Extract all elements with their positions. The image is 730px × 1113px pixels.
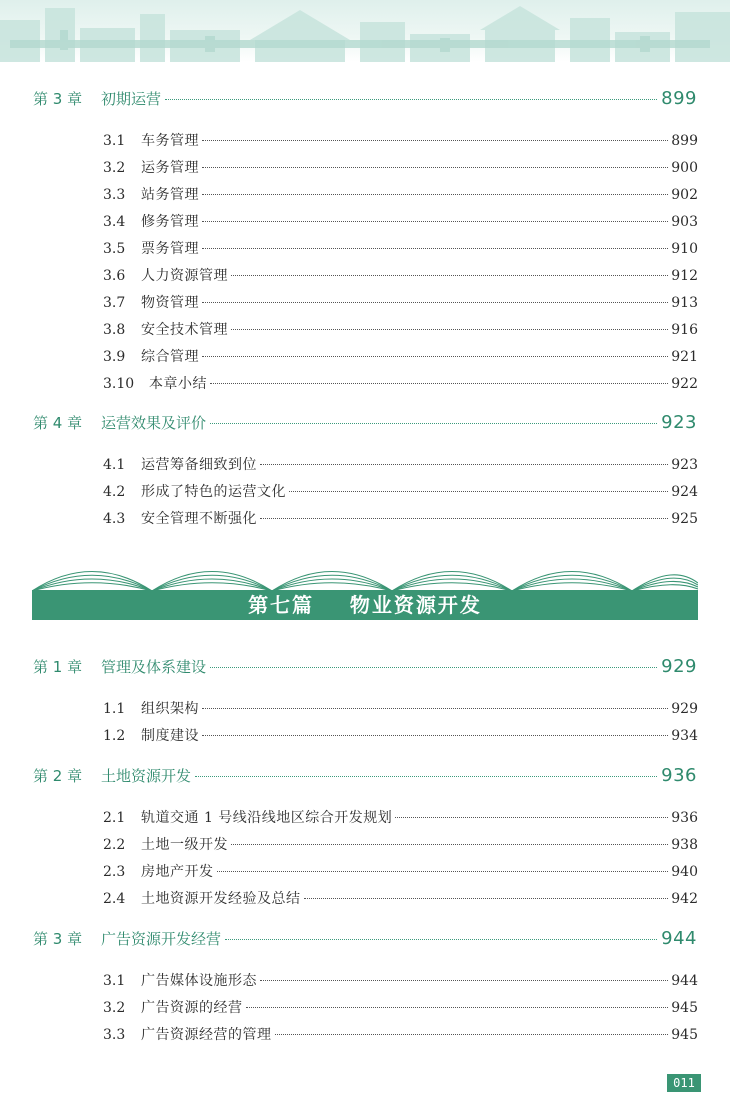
section-title: 制度建设 <box>141 728 199 744</box>
section-page-number: 922 <box>671 376 698 392</box>
section-number: 3.8 <box>103 322 126 338</box>
dot-leader <box>260 464 668 465</box>
section-page-number: 900 <box>671 160 698 176</box>
section-number: 3.3 <box>103 187 126 203</box>
section-page-number: 902 <box>671 187 698 203</box>
header-banner <box>0 0 730 62</box>
section-row[interactable] <box>103 319 698 343</box>
section-row[interactable] <box>103 970 698 994</box>
section-title: 运营筹备细致到位 <box>141 457 257 473</box>
section-row[interactable] <box>103 157 698 181</box>
section-page-number: 934 <box>671 728 698 744</box>
chapter-row[interactable] <box>33 765 697 793</box>
section-title: 运务管理 <box>141 160 199 176</box>
section-row[interactable] <box>103 211 698 235</box>
section-number: 4.3 <box>103 511 126 527</box>
section-number: 3.4 <box>103 214 126 230</box>
section-row[interactable] <box>103 725 698 749</box>
section-number: 2.1 <box>103 810 126 826</box>
section-title: 综合管理 <box>141 349 199 365</box>
dot-leader <box>165 99 657 100</box>
section-row[interactable] <box>103 888 698 912</box>
section-title: 票务管理 <box>141 241 199 257</box>
chapter-title: 广告资源开发经营 <box>101 930 222 948</box>
dot-leader <box>195 776 657 777</box>
chapter-row[interactable] <box>33 656 697 684</box>
section-page-number: 921 <box>671 349 698 365</box>
section-title: 轨道交通 1 号线沿线地区综合开发规划 <box>141 810 393 826</box>
section-page-number: 899 <box>671 133 698 149</box>
dot-leader <box>202 248 668 249</box>
section-page-number: 925 <box>671 511 698 527</box>
dot-leader <box>231 329 668 330</box>
section-title: 广告资源经营的管理 <box>141 1027 272 1043</box>
chapter-title: 土地资源开发 <box>101 767 192 785</box>
section-page-number: 913 <box>671 295 698 311</box>
part-banner <box>32 565 698 621</box>
section-row[interactable] <box>103 238 698 262</box>
part-title: 第七篇 物业资源开发 <box>248 593 482 617</box>
section-title: 房地产开发 <box>141 864 214 880</box>
section-row[interactable] <box>103 481 698 505</box>
section-page-number: 945 <box>671 1027 698 1043</box>
chapter-page-number: 936 <box>661 765 697 786</box>
section-number: 3.2 <box>103 160 126 176</box>
dot-leader <box>304 898 669 899</box>
section-row[interactable] <box>103 454 698 478</box>
section-number: 3.1 <box>103 973 126 989</box>
section-number: 3.6 <box>103 268 126 284</box>
section-row[interactable] <box>103 508 698 532</box>
section-row[interactable] <box>103 130 698 154</box>
section-number: 3.2 <box>103 1000 126 1016</box>
section-title: 物资管理 <box>141 295 199 311</box>
section-title: 人力资源管理 <box>141 268 228 284</box>
section-page-number: 938 <box>671 837 698 853</box>
section-row[interactable] <box>103 184 698 208</box>
section-number: 4.2 <box>103 484 126 500</box>
section-row[interactable] <box>103 807 698 831</box>
section-title: 广告资源的经营 <box>141 1000 243 1016</box>
dot-leader <box>260 518 668 519</box>
section-title: 组织架构 <box>141 701 199 717</box>
section-row[interactable] <box>103 346 698 370</box>
dot-leader <box>231 275 668 276</box>
section-number: 2.2 <box>103 837 126 853</box>
section-row[interactable] <box>103 698 698 722</box>
section-number: 1.2 <box>103 728 126 744</box>
section-row[interactable] <box>103 997 698 1021</box>
dot-leader <box>225 939 657 940</box>
section-page-number: 929 <box>671 701 698 717</box>
dot-leader <box>202 302 668 303</box>
section-title: 站务管理 <box>141 187 199 203</box>
section-number: 4.1 <box>103 457 126 473</box>
section-title: 修务管理 <box>141 214 199 230</box>
dot-leader <box>202 708 668 709</box>
dot-leader <box>289 491 668 492</box>
section-page-number: 924 <box>671 484 698 500</box>
section-number: 3.10 <box>103 376 135 392</box>
chapter-number: 第 1 章 <box>33 658 83 676</box>
chapter-title: 运营效果及评价 <box>101 414 207 432</box>
dot-leader <box>217 871 669 872</box>
section-page-number: 910 <box>671 241 698 257</box>
dot-leader <box>202 140 668 141</box>
chapter-page-number: 944 <box>661 928 697 949</box>
section-title: 土地资源开发经验及总结 <box>141 891 301 907</box>
section-title: 广告媒体设施形态 <box>141 973 257 989</box>
chapter-title: 初期运营 <box>101 90 162 108</box>
chapter-page-number: 899 <box>661 88 697 109</box>
chapter-row[interactable] <box>33 928 697 956</box>
chapter-row[interactable] <box>33 412 697 440</box>
chapter-number: 第 3 章 <box>33 930 83 948</box>
dot-leader <box>202 167 668 168</box>
page-number: 011 <box>667 1074 701 1092</box>
dot-leader <box>260 980 668 981</box>
section-number: 2.4 <box>103 891 126 907</box>
section-row[interactable] <box>103 1024 698 1048</box>
section-title: 形成了特色的运营文化 <box>141 484 286 500</box>
dot-leader <box>210 383 668 384</box>
section-page-number: 945 <box>671 1000 698 1016</box>
section-title: 车务管理 <box>141 133 199 149</box>
chapter-title: 管理及体系建设 <box>101 658 207 676</box>
dot-leader <box>210 423 657 424</box>
wave-decoration <box>32 565 698 593</box>
section-number: 3.3 <box>103 1027 126 1043</box>
section-page-number: 940 <box>671 864 698 880</box>
chapter-row[interactable] <box>33 88 697 116</box>
city-skyline-decoration <box>0 0 730 62</box>
section-page-number: 903 <box>671 214 698 230</box>
section-title: 土地一级开发 <box>141 837 228 853</box>
section-number: 3.7 <box>103 295 126 311</box>
chapter-number: 第 3 章 <box>33 90 83 108</box>
section-row[interactable] <box>103 834 698 858</box>
section-page-number: 936 <box>671 810 698 826</box>
dot-leader <box>275 1034 669 1035</box>
section-number: 2.3 <box>103 864 126 880</box>
section-page-number: 912 <box>671 268 698 284</box>
dot-leader <box>202 356 668 357</box>
section-row[interactable] <box>103 292 698 316</box>
dot-leader <box>246 1007 669 1008</box>
section-number: 3.9 <box>103 349 126 365</box>
section-page-number: 942 <box>671 891 698 907</box>
section-number: 1.1 <box>103 701 126 717</box>
chapter-number: 第 2 章 <box>33 767 83 785</box>
section-page-number: 923 <box>671 457 698 473</box>
section-title: 安全技术管理 <box>141 322 228 338</box>
dot-leader <box>202 735 668 736</box>
section-number: 3.1 <box>103 133 126 149</box>
dot-leader <box>202 221 668 222</box>
chapter-page-number: 929 <box>661 656 697 677</box>
section-row[interactable] <box>103 373 698 397</box>
section-number: 3.5 <box>103 241 126 257</box>
section-page-number: 916 <box>671 322 698 338</box>
dot-leader <box>210 667 657 668</box>
section-title: 本章小结 <box>149 376 207 392</box>
section-page-number: 944 <box>671 973 698 989</box>
dot-leader <box>202 194 668 195</box>
chapter-number: 第 4 章 <box>33 414 83 432</box>
section-row[interactable] <box>103 265 698 289</box>
section-row[interactable] <box>103 861 698 885</box>
section-title: 安全管理不断强化 <box>141 511 257 527</box>
dot-leader <box>231 844 668 845</box>
dot-leader <box>395 817 668 818</box>
chapter-page-number: 923 <box>661 412 697 433</box>
